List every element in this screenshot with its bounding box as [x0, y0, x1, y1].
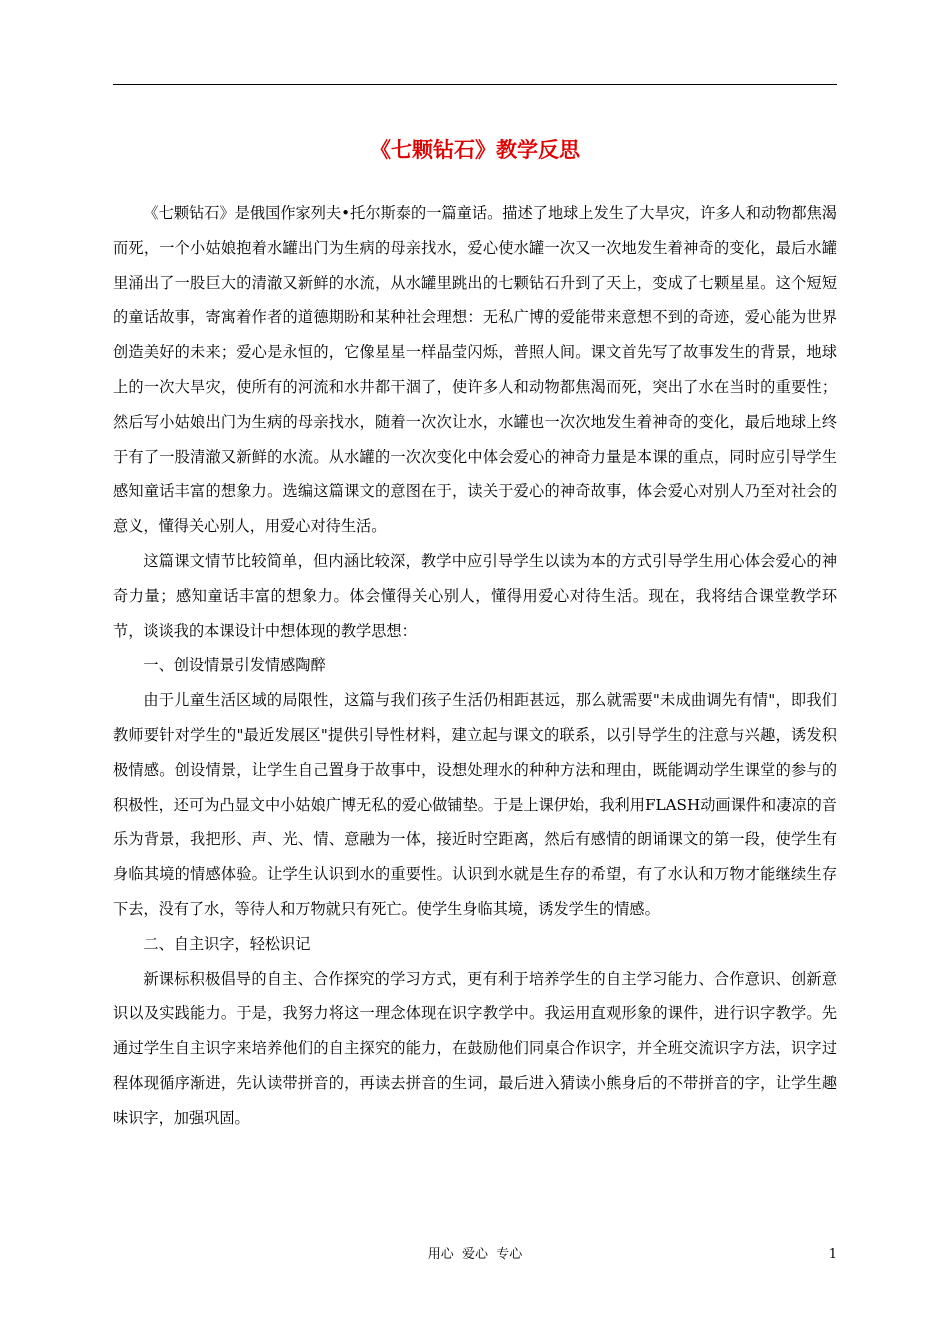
footer-motto-text: 用心 爱心 专心	[427, 1247, 523, 1262]
body-paragraph-4: 新课标积极倡导的自主、合作探究的学习方式，更有利于培养学生的自主学习能力、合作意识、创新意识以及实践能力。于是，我努力将这一理念体现在识字教学中。我运用直观形象的课件，进行识字教学。先通过学生自主识字来培养他们的自主探究的能力，在鼓励他们同桌合作识字，并全班交流识字方法，识字过程体现循序渐进，先认读带拼音的，再读去拼音的生词，最后进入猜读小熊身后的不带拼音的字，让学生趣味识字，加强巩固。	[113, 969, 837, 1127]
footer-motto	[0, 1245, 950, 1265]
document-body	[113, 196, 837, 1136]
document-title: 《七颗钻石》教学反思	[370, 137, 580, 163]
header-rule	[113, 84, 837, 85]
body-paragraph-2: 这篇课文情节比较简单，但内涵比较深，教学中应引导学生以读为本的方式引导学生用心体会爱心的神奇力量；感知童话丰富的想象力。体会懂得关心别人，懂得用爱心对待生活。现在，我将结合课堂教学环节，谈谈我的本课设计中想体现的教学思想：	[113, 551, 837, 640]
section-heading-2: 二、自主识字，轻松识记	[143, 934, 311, 953]
section-heading-1: 一、创设情景引发情感陶醉	[143, 656, 326, 675]
body-paragraph-1: 《七颗钻石》是俄国作家列夫•托尔斯泰的一篇童话。描述了地球上发生了大旱灾，许多人和动物都焦渴而死，一个小姑娘抱着水罐出门为生病的母亲找水，爱心使水罐一次又一次地发生着神奇的变化，最后水罐里涌出了一股巨大的清澈又新鲜的水流，从水罐里跳出的七颗钻石升到了天上，变成了七颗星星。这个短短的童话故事，寄寓着作者的道德期盼和某种社会理想：无私广博的爱能带来意想不到的奇迹，爱心能为世界创造美好的未来；爱心是永恒的，它像星星一样晶莹闪烁，普照人间。课文首先写了故事发生的背景，地球上的一次大旱灾，使所有的河流和水井都干涸了，使许多人和动物都焦渴而死，突出了水在当时的重要性；然后写小姑娘出门为生病的母亲找水，随着一次次让水，水罐也一次次地发生着神奇的变化，最后地球上终于有了一股清澈又新鲜的水流。从水罐的一次次变化中体会爱心的神奇力量是本课的重点，同时应引导学生感知童话丰富的想象力。选编这篇课文的意图在于，读关于爱心的神奇故事，体会爱心对别人乃至对社会的意义，懂得关心别人，用爱心对待生活。	[113, 204, 837, 536]
page-number: 1	[828, 1247, 837, 1262]
body-paragraph-3: 由于儿童生活区域的局限性，这篇与我们孩子生活仍相距甚远，那么就需要"未成曲调先有情"，即我们教师要针对学生的"最近发展区"提供引导性材料，建立起与课文的联系，以引导学生的注意与兴趣，诱发积极情感。创设情景，让学生自己置身于故事中，设想处理水的种种方法和理由，既能调动学生课堂的参与的积极性，还可为凸显文中小姑娘广博无私的爱心做铺垫。于是上课伊始，我利用FLASH动画课件和凄凉的音乐为背景，我把形、声、光、情、意融为一体，接近时空距离，然后有感情的朗诵课文的第一段，使学生有身临其境的情感体验。让学生认识到水的重要性。认识到水就是生存的希望，有了水认和万物才能继续生存下去，没有了水，等待人和万物就只有死亡。使学生身临其境，诱发学生的情感。	[113, 691, 837, 918]
